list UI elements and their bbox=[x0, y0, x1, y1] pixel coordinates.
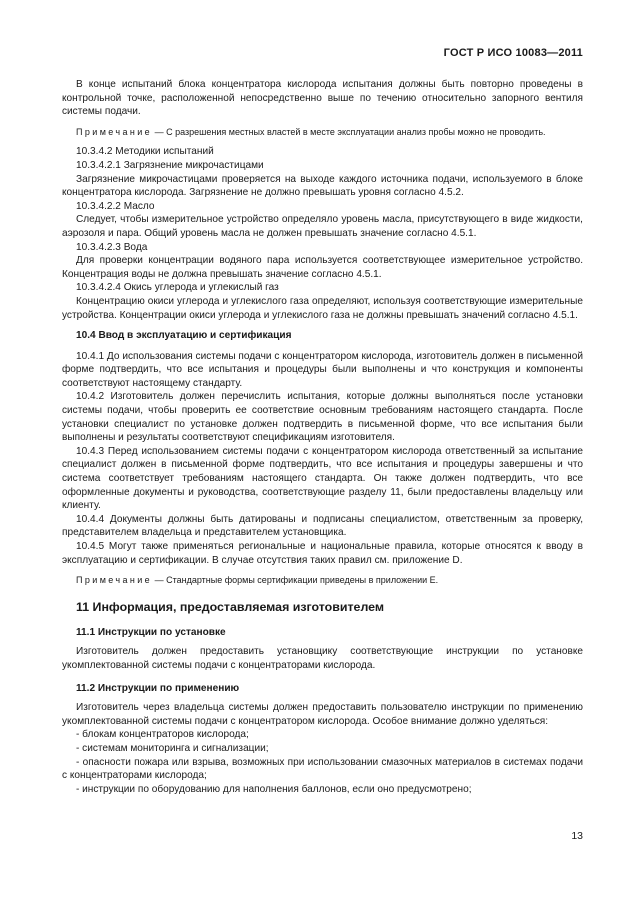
paragraph-10-4-4: 10.4.4 Документы должны быть датированы и подписаны специалистом, ответственным за проверку, представителем владельца и представителем установщика. bbox=[62, 513, 583, 539]
paragraph-carbon-oxides: Концентрацию окиси углерода и углекислого газа определяют, используя соответствующие измерительные устройства. Концентрации окиси углерода и углекислого газа не должны превышать значений согласно 4.5.1. bbox=[62, 295, 583, 321]
note-text: Стандартные формы сертификации приведены в приложении E. bbox=[166, 575, 439, 586]
paragraph-water: Для проверки концентрации водяного пара используется соответствующее измерительное устройство. Концентрация воды не должна превышать значение согласно 4.5.1. bbox=[62, 255, 583, 280]
document-header: ГОСТ Р ИСО 10083—2011 bbox=[443, 47, 583, 59]
section-11-2-heading: 11.2 Инструкции по применению bbox=[76, 682, 240, 694]
note-text: С разрешения местных властей в месте эксплуатации анализ пробы можно не проводить. bbox=[166, 126, 546, 137]
list-item: - блокам концентраторов кислорода; bbox=[76, 729, 249, 741]
paragraph-10-4-3: 10.4.3 Перед использованием системы подачи с концентратором кислорода ответственный за испытание специалист должен в письменной форме подтвердить, что все испытания и процедуры завершены и что система соответствует требованиям настоящего стандарта. Он также должен подтвердить, что все оформленные документы и руководства, соответствующие разделу 11, были предоставлены владельцу или клиенту. bbox=[62, 445, 583, 512]
paragraph-oil: Следует, чтобы измерительное устройство определяло уровень масла, присутствующего в виде жидкости, аэрозоля и пара. Общий уровень масла не должен превышать значение согласно 4.5.1. bbox=[62, 214, 583, 239]
note-local-authority bbox=[62, 126, 583, 139]
clause-10-3-4-2-4: 10.3.4.2.4 Окись углерода и углекислый газ bbox=[76, 282, 279, 294]
list-item: - опасности пожара или взрыва, возможных при использовании смазочных материалов в системах подачи с концентраторами кислорода; bbox=[62, 756, 583, 782]
note-label: Примечание bbox=[76, 575, 153, 586]
paragraph-11-2: Изготовитель через владельца системы должен предоставить пользователю инструкции по применению укомплектованной системы подачи с концентратором кислорода. Особое внимание должно уделяться: bbox=[62, 702, 583, 727]
section-10-4-heading: 10.4 Ввод в эксплуатацию и сертификация bbox=[76, 330, 292, 342]
note-label: Примечание bbox=[76, 126, 153, 137]
clause-10-3-4-2-1: 10.3.4.2.1 Загрязнение микрочастицами bbox=[76, 159, 264, 171]
section-11-1-heading: 11.1 Инструкции по установке bbox=[76, 626, 226, 638]
paragraph-10-4-5: 10.4.5 Могут также применяться региональные и национальные правила, которые относятся к вводу в эксплуатацию и сертификации. В случае отсутствия таких правил см. приложение D. bbox=[62, 541, 583, 566]
paragraph-final-test: В конце испытаний блока концентратора кислорода испытания должны быть повторно проведены в контрольной точке, расположенной непосредственно выше по течению относительно запорного вентиля системы подачи. bbox=[62, 79, 583, 118]
clause-10-3-4-2-2: 10.3.4.2.2 Масло bbox=[76, 200, 155, 212]
note-dash: — bbox=[152, 575, 167, 586]
list-item: - инструкции по оборудованию для наполнения баллонов, если оно предусмотрено; bbox=[76, 783, 472, 795]
note-dash: — bbox=[152, 126, 167, 137]
list-item: - системам мониторинга и сигнализации; bbox=[76, 742, 269, 754]
paragraph-10-4-1: 10.4.1 До использования системы подачи с концентратором кислорода, изготовитель должен в письменной форме подтвердить, что все испытания и процедуры были выполнены и что конструкция и компоненты соответствуют настоящему стандарту. bbox=[62, 350, 583, 389]
section-11-heading: 11 Информация, предоставляемая изготовителем bbox=[76, 599, 385, 614]
paragraph-particles: Загрязнение микрочастицами проверяется на выходе каждого источника подачи, используемого в блоке концентратора кислорода. Загрязнение не должно превышать уровня согласно 4.5.2. bbox=[62, 173, 583, 199]
paragraph-10-4-2: 10.4.2 Изготовитель должен перечислить испытания, которые должны выполняться после установки системы подачи, чтобы проверить ее соответствие основным требованиям настоящего стандарта. После установки специалист по установке должен подтвердить в письменной форме, что все испытания были выполнены и результаты соответствуют спецификациям изготовителя. bbox=[62, 391, 583, 444]
paragraph-11-1: Изготовитель должен предоставить установщику соответствующие инструкции по установке укомплектованной системы подачи с концентраторами кислорода. bbox=[62, 646, 583, 671]
page-number: 13 bbox=[571, 830, 583, 842]
note-certification-forms bbox=[62, 574, 583, 587]
clause-10-3-4-2-3: 10.3.4.2.3 Вода bbox=[76, 241, 148, 253]
clause-10-3-4-2: 10.3.4.2 Методики испытаний bbox=[76, 146, 214, 158]
